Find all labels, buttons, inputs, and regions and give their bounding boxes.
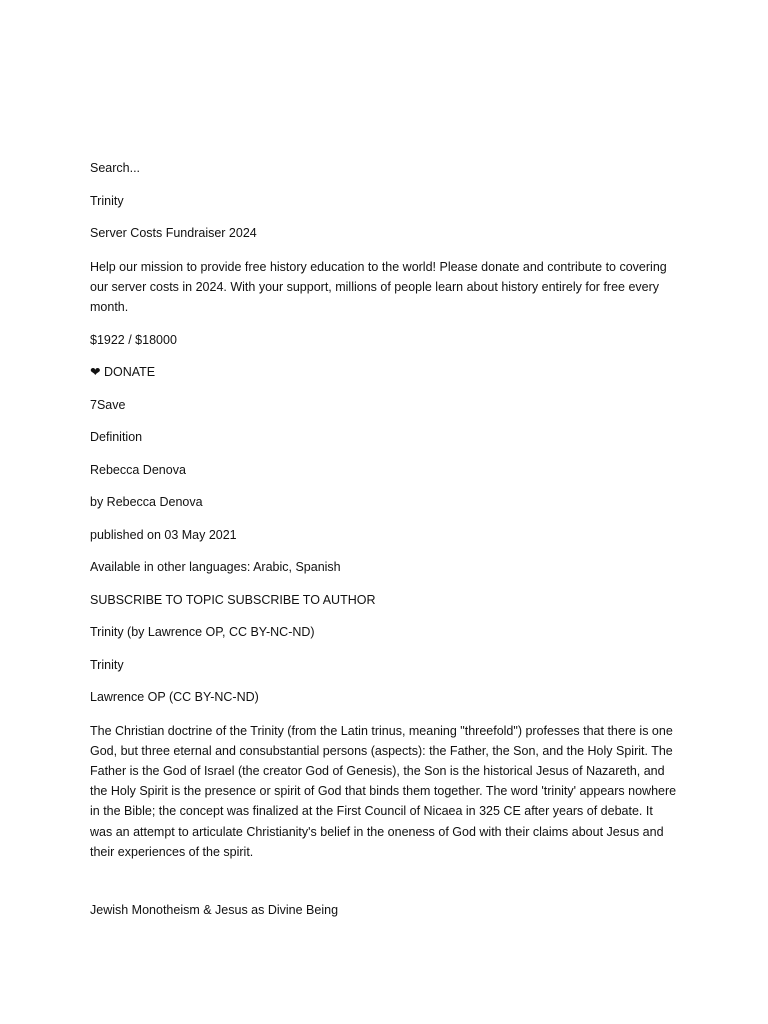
article-body: The Christian doctrine of the Trinity (from the Latin trinus, meaning "threefold") professes that there is one God, but three eternal and consubstantial persons (aspects): the Father, the Son, and the Holy Spirit. The Father is the God of Israel (the creator God of Genesis), the Son is the historical Jesus of Nazareth, and the Holy Spirit is the presence or spirit of God that binds them together. The word 'trinity' appears nowhere in the Bible; the concept was finalized at the First Council of Nicaea in 325 CE after years of debate. It was an attempt to articulate Christianity's belief in the oneness of God with their claims about Jesus and their experiences of the spirit. [90, 723, 677, 859]
image-credit: Lawrence OP (CC BY-NC-ND) [90, 690, 259, 705]
fundraiser-title: Server Costs Fundraiser 2024 [90, 226, 257, 240]
byline: by Rebecca Denova [90, 495, 203, 510]
languages-line[interactable]: Available in other languages: Arabic, Spanish [90, 560, 341, 575]
topic-title: Trinity [90, 193, 124, 208]
article-type: Definition [90, 430, 143, 445]
author-name[interactable]: Rebecca Denova [90, 462, 186, 477]
section-heading: Jewish Monotheism & Jesus as Divine Being [90, 903, 339, 918]
donate-button[interactable]: ❤ DONATE [90, 365, 156, 380]
subscribe-links[interactable]: SUBSCRIBE TO TOPIC SUBSCRIBE TO AUTHOR [90, 592, 376, 607]
save-button[interactable]: 7Save [90, 397, 126, 412]
image-caption: Trinity (by Lawrence OP, CC BY-NC-ND) [90, 625, 315, 640]
fundraiser-description: Help our mission to provide free history education to the world! Please donate and contribute to covering our server costs in 2024. With your support, millions of people learn about history entirely for free every month. [90, 259, 667, 314]
fundraiser-progress: $1922 / $18000 [90, 332, 177, 347]
image-title: Trinity [90, 657, 124, 672]
search-link[interactable]: Search... [90, 161, 141, 175]
publish-date: published on 03 May 2021 [90, 527, 237, 542]
